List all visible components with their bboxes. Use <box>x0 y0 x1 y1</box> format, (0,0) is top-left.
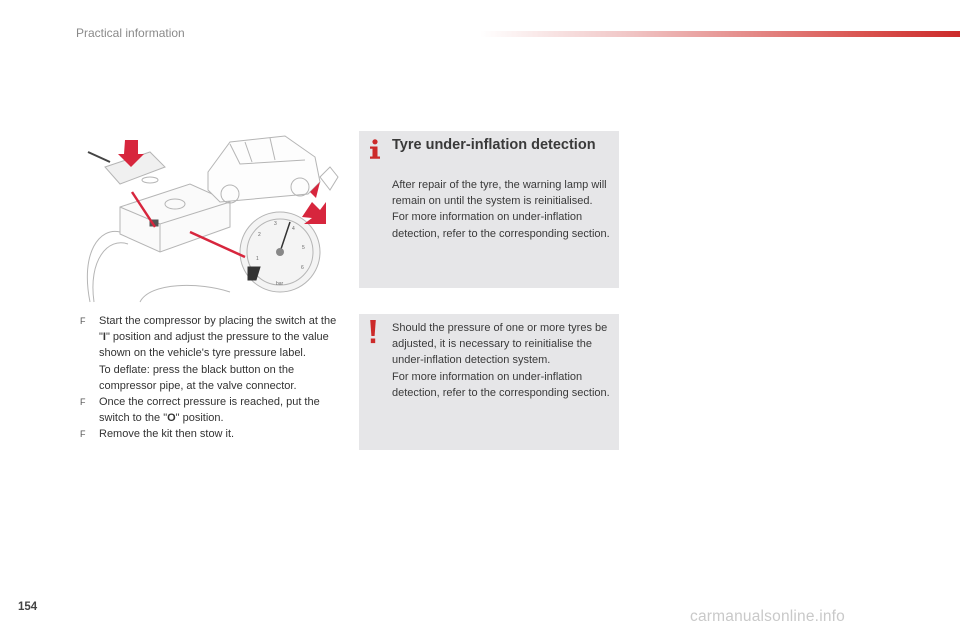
compressor-kit-illustration <box>80 132 340 304</box>
header-rule <box>480 31 960 37</box>
info-box-title: Tyre under-inflation detection <box>392 137 596 153</box>
gauge-tick: 5 <box>302 245 305 251</box>
watermark[interactable]: carmanualsonline.info <box>690 608 845 625</box>
paragraph: For more information on under-inflation detection, refer to the corresponding section. <box>392 370 610 399</box>
bullet-marker: F <box>80 429 86 440</box>
step-text: Once the correct pressure is reached, put the switch to the " <box>99 396 320 425</box>
list-item <box>80 426 345 442</box>
paragraph: After repair of the tyre, the warning lamp will remain on until the system is reinitialised. <box>392 179 607 208</box>
exclamation-icon <box>368 320 378 344</box>
switch-position-label: I <box>102 331 106 344</box>
procedure-steps <box>80 313 345 443</box>
bullet-marker: F <box>80 316 86 326</box>
gauge-unit-label: bar <box>276 281 284 287</box>
page-section-title: Practical information <box>76 26 185 40</box>
bullet-marker: F <box>80 397 86 408</box>
warning-box <box>359 314 619 450</box>
list-item <box>80 313 345 394</box>
gauge-tick: 3 <box>274 221 277 227</box>
step-text: Start the compressor by placing the switch at the " <box>99 315 337 344</box>
step-text: " position and adjust the pressure to the value shown on the vehicle's tyre pressure label. <box>99 331 329 360</box>
page-number: 154 <box>18 601 38 613</box>
step-note: To deflate: press the black button on the compressor pipe, at the valve connector. <box>99 363 297 392</box>
info-box <box>359 131 619 288</box>
step-text: " position. <box>175 412 224 425</box>
info-icon <box>369 139 381 159</box>
switch-position-label: O <box>167 412 176 425</box>
gauge-tick: 1 <box>256 256 259 262</box>
step-text: Remove the kit then stow it. <box>99 428 235 441</box>
gauge-tick: 6 <box>301 265 304 271</box>
info-box-text <box>392 177 612 242</box>
paragraph: Should the pressure of one or more tyres be adjusted, it is necessary to reinitialise the under-inflation detection system. <box>392 322 608 367</box>
warning-box-text <box>392 320 614 401</box>
gauge-tick: 2 <box>258 232 261 238</box>
gauge-tick: 4 <box>292 226 295 232</box>
paragraph: For more information on under-inflation detection, refer to the corresponding section. <box>392 211 610 240</box>
list-item <box>80 394 345 426</box>
